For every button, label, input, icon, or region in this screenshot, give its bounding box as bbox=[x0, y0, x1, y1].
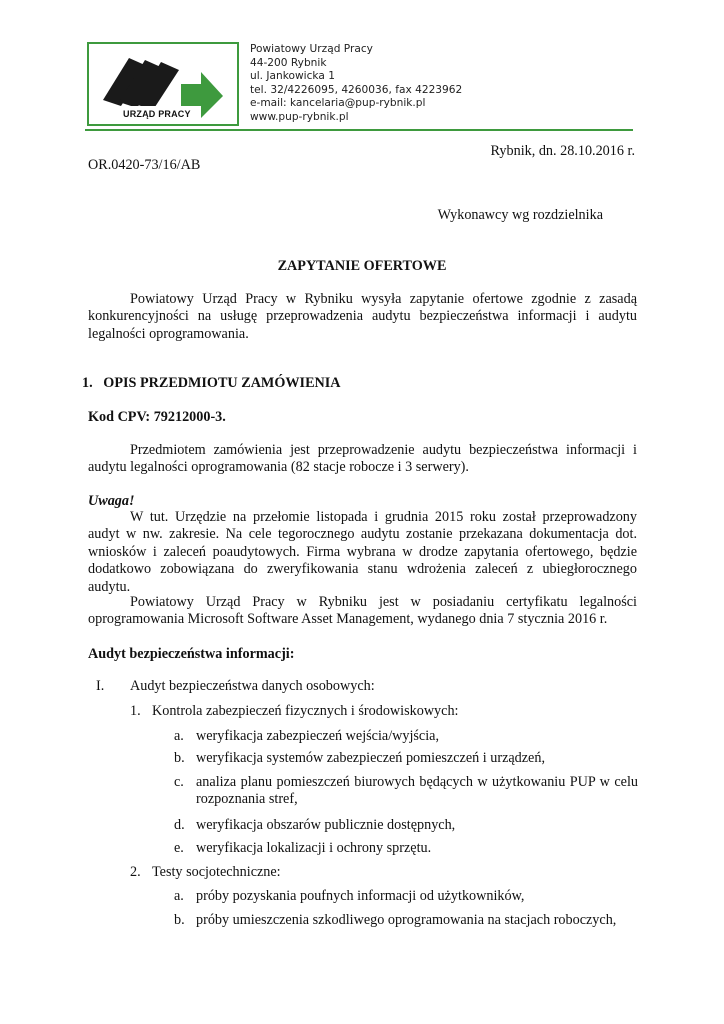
header-line: Powiatowy Urząd Pracy bbox=[250, 43, 373, 55]
list-item-number: b. bbox=[174, 912, 185, 928]
organization-logo bbox=[87, 42, 239, 126]
certificate-paragraph bbox=[88, 594, 637, 629]
subject-paragraph bbox=[88, 442, 637, 477]
certificate-text: Powiatowy Urząd Pracy w Rybniku jest w posiadaniu certyfikatu legalności oprogramowania Microsoft Software Asset Management, wydanego dnia 7 stycznia 2016 r. bbox=[88, 594, 637, 628]
outline-level2-text: Kontrola zabezpieczeń fizycznych i środowiskowych: bbox=[152, 703, 459, 719]
intro-text: Powiatowy Urząd Pracy w Rybniku wysyła zapytanie ofertowe zgodnie z zasadą konkurencyjności na usługę przeprowadzenia audytu bezpieczeństwa informacji i audytu legalności oprogramowania. bbox=[88, 291, 637, 342]
recipient: Wykonawcy wg rozdzielnika bbox=[437, 207, 603, 223]
list-item-text: weryfikacja lokalizacji i ochrony sprzętu. bbox=[196, 840, 432, 856]
audit-heading: Audyt bezpieczeństwa informacji: bbox=[88, 646, 295, 662]
list-item-text: weryfikacja obszarów publicznie dostępnych, bbox=[196, 817, 456, 833]
list-item-number: e. bbox=[174, 840, 184, 856]
list-item-text: próby umieszczenia szkodliwego oprogramowania na stacjach roboczych, bbox=[196, 912, 617, 928]
header-email[interactable]: e-mail: kancelaria@pup-rybnik.pl bbox=[250, 97, 426, 110]
list-item-text: analiza planu pomieszczeń biurowych będących w użytkowaniu PUP w celu rozpoznania stref, bbox=[196, 774, 638, 807]
list-item-text: weryfikacja systemów zabezpieczeń pomieszczeń i urządzeń, bbox=[196, 750, 545, 766]
cpv-code: Kod CPV: 79212000-3. bbox=[88, 409, 226, 425]
header-line: ul. Jankowicka 1 bbox=[250, 70, 335, 83]
header-line: tel. 32/4226095, 4260036, fax 4223962 bbox=[250, 83, 463, 96]
header-line: 44-200 Rybnik bbox=[250, 56, 327, 69]
note-paragraph bbox=[88, 509, 637, 596]
header-divider bbox=[85, 129, 633, 131]
list-item-text: próby pozyskania poufnych informacji od użytkowników, bbox=[196, 888, 525, 904]
section-number: 1. bbox=[82, 375, 93, 391]
list-item-text: weryfikacja zabezpieczeń wejścia/wyjścia, bbox=[196, 728, 440, 744]
document-date: Rybnik, dn. 28.10.2016 r. bbox=[490, 143, 635, 159]
subject-text: Przedmiotem zamówienia jest przeprowadzenie audytu bezpieczeństwa informacji i audytu legalności oprogramowania (82 stacje robocze i 3 serwery). bbox=[88, 442, 637, 476]
list-item-number: b. bbox=[174, 750, 185, 766]
outline-level2-number: 1. bbox=[130, 703, 141, 719]
header-website[interactable]: www.pup-rybnik.pl bbox=[250, 110, 349, 123]
section-title: OPIS PRZEDMIOTU ZAMÓWIENIA bbox=[103, 375, 341, 391]
list-item-number: a. bbox=[174, 888, 184, 904]
note-text: W tut. Urzędzie na przełomie listopada i grudnia 2015 roku został przeprowadzony audyt w nw. zakresie. Na cele tegorocznego audytu zostanie przekazana dokumentacja dot. wniosków i zaleceń poaudytowych. Firma wybrana w drodze zapytania ofertowego, będzie dodatkowo zobowiązana do zweryfikowania stanu wdrożenia zaleceń z ubiegłorocznego audytu. bbox=[88, 509, 637, 595]
outline-level2-number: 2. bbox=[130, 864, 141, 880]
outline-level1-text: Audyt bezpieczeństwa danych osobowych: bbox=[130, 678, 375, 694]
logo-text: URZĄD PRACY bbox=[123, 109, 191, 119]
list-item-number: c. bbox=[174, 774, 184, 790]
header-contact-block bbox=[250, 43, 462, 125]
reference-number: OR.0420-73/16/AB bbox=[88, 157, 201, 173]
section-heading bbox=[82, 375, 341, 392]
intro-paragraph bbox=[88, 291, 637, 343]
document-title: ZAPYTANIE OFERTOWE bbox=[277, 258, 447, 274]
list-item-number: d. bbox=[174, 817, 185, 833]
note-label: Uwaga! bbox=[88, 493, 135, 509]
outline-level2-text: Testy socjotechniczne: bbox=[152, 864, 281, 880]
outline-level1-number: I. bbox=[96, 678, 105, 694]
list-item-number: a. bbox=[174, 728, 184, 744]
